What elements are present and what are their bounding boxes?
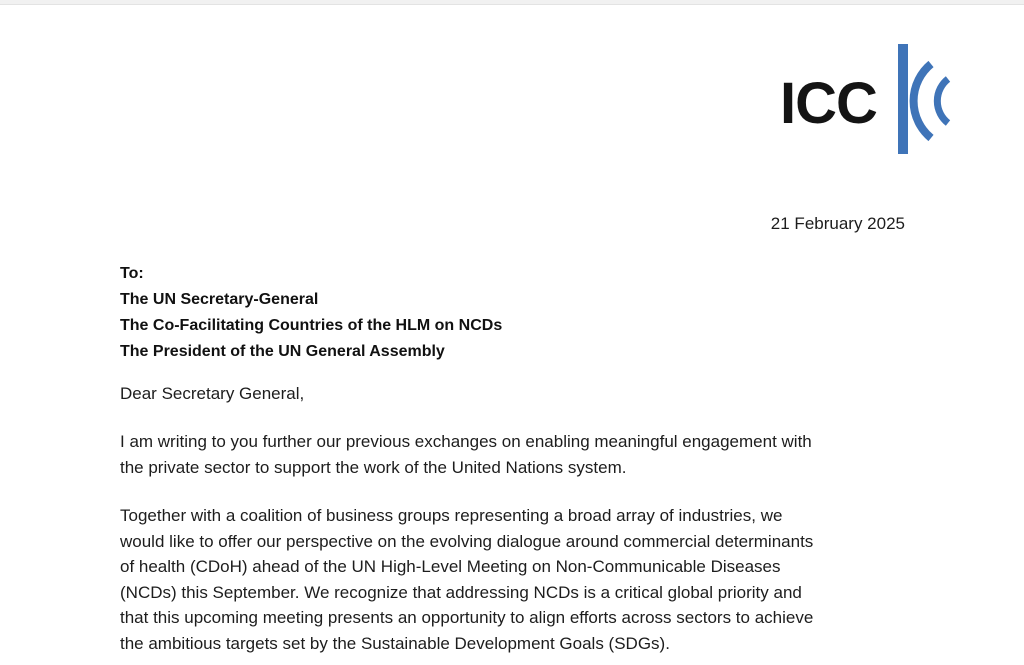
paragraph-line: that this upcoming meeting presents an opportunity to align efforts across sectors to achieve [120,608,814,627]
recipients-label: To: [120,265,144,282]
viewer-top-bar [0,0,1024,5]
paragraph-line: I am writing to you further our previous exchanges on enabling meaningful engagement with [120,432,812,451]
body-paragraph [120,503,920,656]
paragraph-line: would like to offer our perspective on the evolving dialogue around commercial determinants [120,531,814,551]
recipient-line: The Co-Facilitating Countries of the HLM on NCDs [120,317,503,334]
body-paragraph [120,429,920,480]
paragraph-line: of health (CDoH) ahead of the UN High-Level Meeting on Non-Communicable Diseases [120,557,781,576]
recipient-line: The UN Secretary-General [120,291,319,308]
salutation: Dear Secretary General, [120,384,305,403]
recipient-line: The President of the UN General Assembly [120,343,445,360]
paragraph-line: the private sector to support the work of the United Nations system. [120,457,627,477]
paragraph-line: the ambitious targets set by the Sustainable Development Goals (SDGs). [120,633,670,653]
letter-date: 21 February 2025 [770,214,905,233]
icc-logo [780,44,960,158]
paragraph-line: Together with a coalition of business groups representing a broad array of industries, we [120,506,783,525]
signal-waves-icon [895,44,959,158]
recipients-block [120,261,502,365]
paragraph-line: (NCDs) this September. We recognize that addressing NCDs is a critical global priority and [120,582,802,602]
logo-text: ICC [780,71,877,136]
